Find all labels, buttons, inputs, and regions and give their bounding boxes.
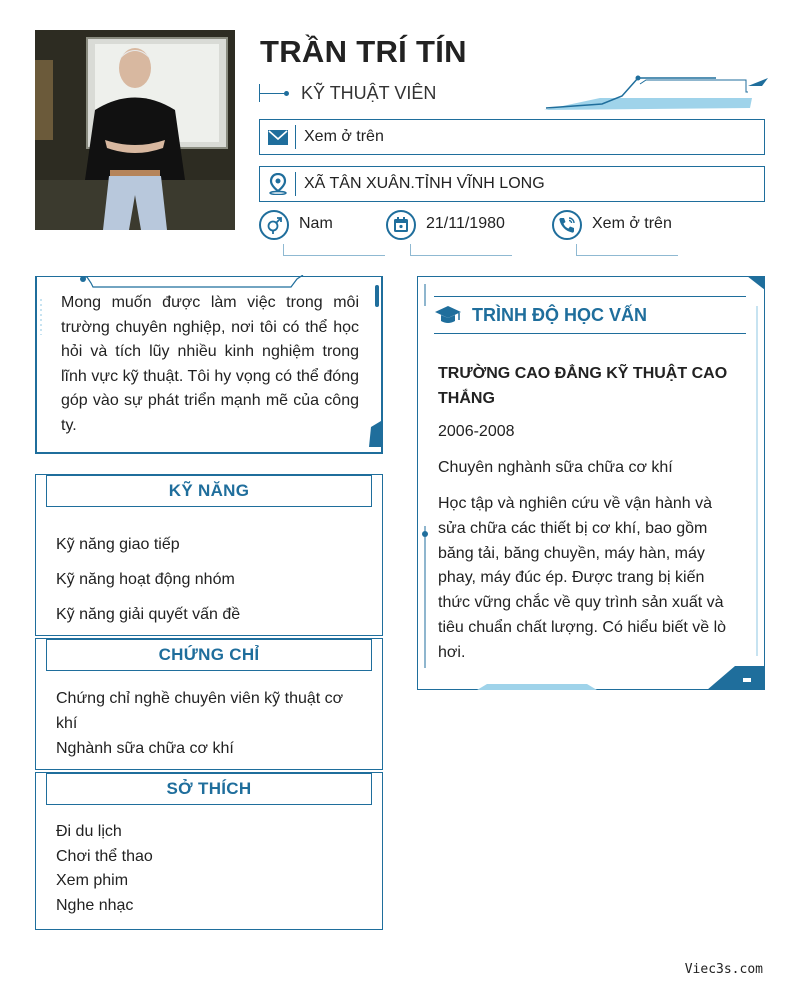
graduation-cap-icon	[434, 305, 462, 325]
hobby-item: Xem phim	[56, 872, 129, 890]
certificate-line: Chứng chỉ nghề chuyên viên kỹ thuật cơ	[56, 690, 344, 707]
objective-text: Mong muốn được làm việc trong môi trường chuyên nghiệp, nơi tôi có thể học hỏi và tích lũy nhiều kinh nghiệm trong lĩnh vực kỹ thuật. Tôi hy vọng có thể đóng góp vào sự phát triển mạnh mẽ của công ty.	[61, 294, 359, 434]
job-title-row	[259, 82, 436, 104]
description-line: hơi.	[438, 643, 466, 661]
skill-item: Kỹ năng giải quyết vấn đề	[56, 606, 241, 623]
address-value: XÃ TÂN XUÂN.TỈNH VĨNH LONG	[304, 175, 545, 192]
birthday-value: 21/11/1980	[426, 215, 505, 232]
certificates-list	[56, 686, 343, 761]
birthday-underline	[410, 244, 512, 256]
description-line: phay, máy đúc ép. Được trang bị kiến	[438, 569, 705, 587]
school-name	[438, 361, 748, 411]
education-title: TRÌNH ĐỘ HỌC VẤN	[472, 304, 647, 325]
education-period: 2006-2008	[438, 423, 515, 440]
gender-value: Nam	[299, 215, 333, 232]
description-line: băng tải, băng chuyền, máy hàn, máy	[438, 544, 705, 562]
hobby-item: Chơi thể thao	[56, 847, 153, 865]
objective-box	[35, 276, 383, 454]
skill-item: Kỹ năng hoạt động nhóm	[56, 571, 235, 588]
hobby-item: Đi du lịch	[56, 823, 122, 840]
email-value: Xem ở trên	[304, 128, 384, 145]
description-line: sửa chữa các thiết bị cơ khí, bao gồm	[438, 519, 708, 537]
gender-underline	[283, 244, 385, 256]
certificate-line: Nghành sữa chữa cơ khí	[56, 740, 234, 757]
skills-section	[35, 474, 383, 636]
envelope-icon	[260, 125, 296, 149]
title-line-decoration	[259, 82, 289, 104]
description-line: tiêu chuẩn chất lượng. Có hiểu biết về lò	[438, 618, 727, 636]
certificate-line: khí	[56, 715, 78, 732]
hobbies-title: SỞ THÍCH	[46, 773, 372, 805]
person-name: TRẦN TRÍ TÍN	[260, 34, 467, 69]
skills-title: KỸ NĂNG	[46, 475, 372, 507]
education-description	[438, 492, 748, 666]
school-line: TRƯỜNG CAO ĐẲNG KỸ THUẬT CAO	[438, 365, 728, 382]
certificates-section	[35, 638, 383, 770]
job-title: KỸ THUẬT VIÊN	[301, 82, 437, 103]
calendar-icon	[386, 210, 416, 240]
profile-photo	[35, 30, 235, 230]
education-header	[434, 296, 746, 334]
gender-icon	[259, 210, 289, 240]
header-decoration	[540, 74, 770, 114]
hobbies-section	[35, 772, 383, 930]
description-line: thức vững chắc về quy trình sản xuất và	[438, 594, 724, 612]
footer-watermark[interactable]: Viec3s.com	[684, 962, 763, 977]
description-line: Học tập và nghiên cứu về vận hành và	[438, 495, 712, 512]
hobby-item: Nghe nhạc	[56, 897, 134, 915]
hobbies-list	[56, 820, 153, 919]
skill-item: Kỹ năng giao tiếp	[56, 536, 180, 553]
skills-list	[56, 527, 240, 632]
phone-field	[552, 210, 672, 240]
phone-icon	[552, 210, 582, 240]
phone-value: Xem ở trên	[592, 215, 672, 232]
email-field	[259, 119, 765, 155]
map-pin-icon	[260, 172, 296, 196]
gender-field	[259, 210, 333, 240]
address-field	[259, 166, 765, 202]
education-major: Chuyên nghành sữa chữa cơ khí	[438, 459, 673, 476]
education-section	[417, 276, 765, 690]
birthday-field	[386, 210, 505, 240]
school-line: THẮNG	[438, 390, 495, 407]
certificates-title: CHỨNG CHỈ	[46, 639, 372, 671]
phone-underline	[576, 244, 678, 256]
